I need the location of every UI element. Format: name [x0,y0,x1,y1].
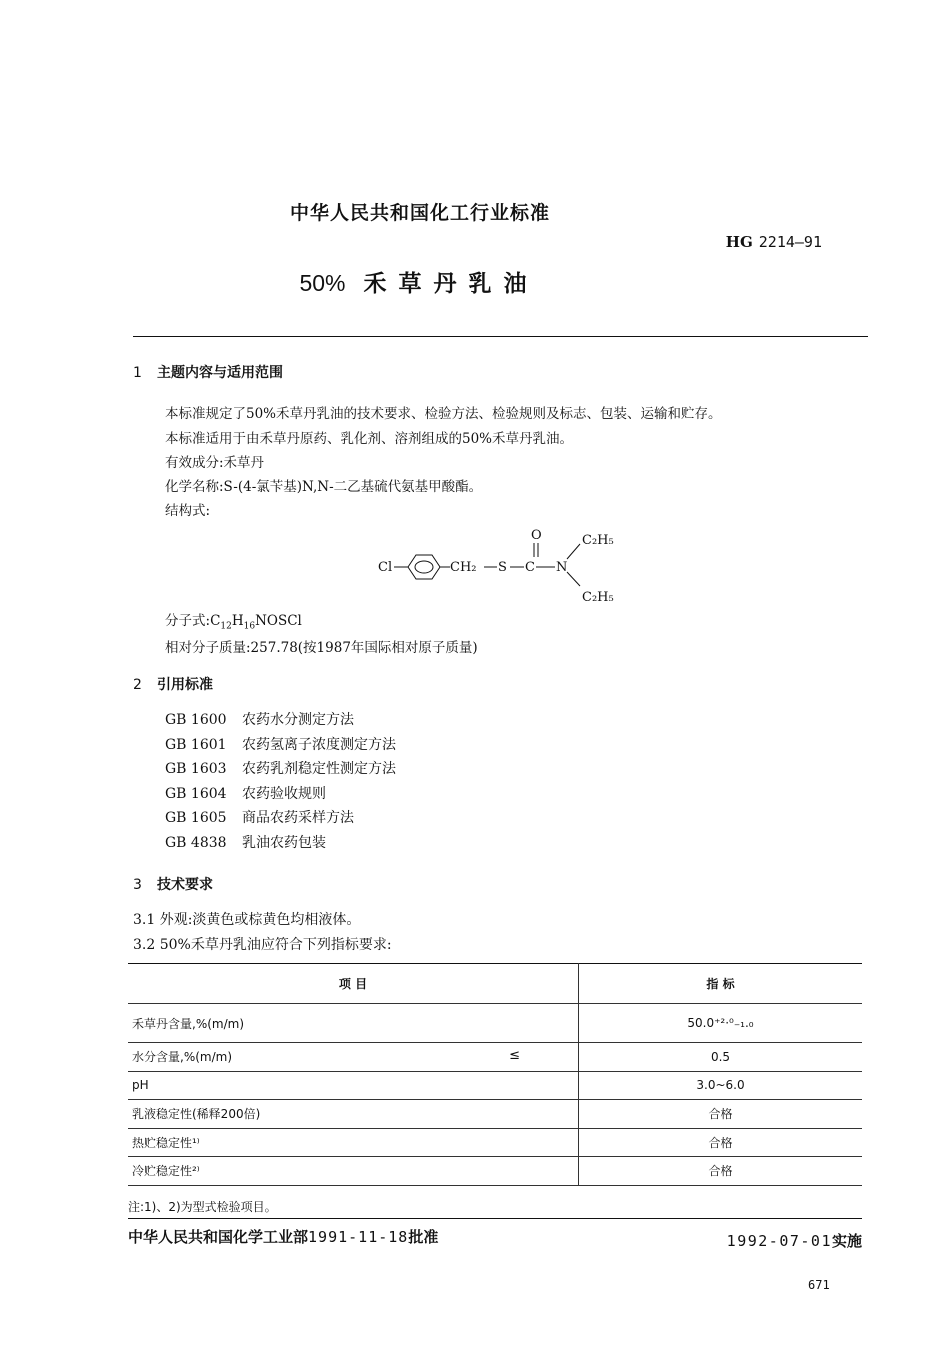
active-ingredient: 有效成分:禾草丹 [165,455,265,471]
column-header-item: 项 目 [128,964,579,1004]
section-2-title: 引用标准 [157,677,213,693]
row-value: 50.0⁺²·⁰₋₁.₀ [687,1016,754,1030]
reference-code: GB 1604 [165,785,227,802]
row-item-name: 冷贮稳定性²⁾ [132,1164,200,1179]
section-1-title: 主题内容与适用范围 [157,365,283,381]
section-1-number: 1 [133,365,142,381]
row-value: 合格 [708,1164,733,1179]
table-header-row [128,964,862,1004]
table-note: 注:1)、2)为型式检验项目。 [128,1200,277,1214]
reference-item [165,831,396,856]
product-name: 禾草丹乳油 [363,271,539,297]
sulfur-atom: S [498,560,507,575]
chlorine-atom: Cl [378,560,393,575]
bond-line [567,572,580,586]
row-item-cell [128,1043,579,1072]
molecular-formula [165,609,302,632]
approval-org: 中华人民共和国化学工业部 [128,1228,309,1246]
bond-line [567,544,580,559]
methylene-group: CH₂ [450,560,477,575]
molecular-formula-label: 分子式: [165,613,211,629]
formula-element: H [231,613,244,629]
section-3-number: 3 [133,877,142,893]
formula-element: NOSCl [255,613,302,629]
structure-label: 结构式: [165,503,211,519]
section-2-heading [133,674,213,694]
reference-item [165,806,396,831]
approval-date: 1991-11-18 [308,1228,409,1246]
table-row [128,1071,862,1100]
reference-name: 商品农药采样方法 [242,810,354,827]
specification-table [128,963,862,1186]
reference-code: GB 1601 [165,736,227,753]
formula-subscript: 16 [243,621,256,632]
structural-formula [370,522,640,608]
benzene-inner-ring [415,561,433,573]
ethyl-group-2: C₂H₅ [582,590,614,605]
reference-standards-list [165,708,396,856]
standard-prefix: HG [725,233,753,251]
row-value: 合格 [708,1135,733,1150]
ethyl-group-1: C₂H₅ [582,533,614,548]
implementation-line [727,1230,862,1251]
section-1-para-1: 本标准规定了50%禾草丹乳油的技术要求、检验方法、检验规则及标志、包装、运输和贮存。 [165,406,722,422]
reference-name: 农药乳剂稳定性测定方法 [242,761,396,778]
header-divider [133,336,868,337]
section-2-number: 2 [133,677,142,693]
row-value: 0.5 [710,1049,731,1064]
reference-code: GB 1600 [165,712,227,728]
product-title [0,265,838,298]
row-item-cell [128,1157,579,1186]
implementation-suffix: 实施 [831,1232,862,1250]
table-row [128,1043,862,1072]
reference-name: 农药水分测定方法 [242,712,354,728]
row-item-cell [128,1128,579,1157]
requirements-clause: 3.2 50%禾草丹乳油应符合下列指标要求: [133,937,392,953]
standard-code [726,233,822,251]
page-number: 671 [808,1278,830,1292]
reference-code: GB 1605 [165,810,227,827]
table-row [128,1128,862,1157]
row-value: 3.0~6.0 [696,1078,745,1093]
formula-element: C [210,613,221,629]
chemical-name: 化学名称:S-(4-氯苄基)N,N-二乙基硫代氨基甲酸酯。 [165,479,483,495]
carbonyl-carbon: C [525,560,535,575]
section-3-title: 技术要求 [157,877,213,893]
section-3-heading [133,874,213,894]
reference-item [165,782,396,807]
table-row [128,1004,862,1043]
row-item-name: 热贮稳定性¹⁾ [132,1135,200,1150]
appearance-clause: 3.1 外观:淡黄色或棕黄色均相液体。 [133,912,361,928]
reference-item [165,757,396,782]
footer-divider [128,1218,862,1219]
approval-suffix: 批准 [408,1228,439,1246]
reference-name: 农药验收规则 [242,785,326,802]
product-percentage: 50% [299,270,346,296]
reference-code: GB 1603 [165,761,227,778]
reference-item [165,708,396,733]
standard-org-title: 中华人民共和国化工行业标准 [289,202,550,224]
row-item-cell [128,1004,579,1043]
row-item-cell [128,1071,579,1100]
row-condition: ≤ [509,1048,520,1064]
table-row [128,1157,862,1186]
relative-molecular-mass: 相对分子质量:257.78(按1987年国际相对原子质量) [165,640,478,656]
column-header-index: 指 标 [706,977,735,991]
reference-name: 农药氢离子浓度测定方法 [242,736,396,753]
benzene-ring [408,555,440,579]
table-row [128,1100,862,1129]
formula-subscript: 12 [220,621,232,632]
row-item-name: 禾草丹含量,%(m/m) [132,1016,245,1031]
implementation-date: 1992-07-01 [726,1232,832,1250]
approval-line [128,1226,438,1247]
row-item-name: pH [132,1078,149,1093]
section-1-para-2: 本标准适用于由禾草丹原药、乳化剂、溶剂组成的50%禾草丹乳油。 [165,431,574,447]
section-1-heading [133,362,283,382]
oxygen-atom: O [531,528,542,543]
row-item-cell [128,1100,579,1129]
reference-code: GB 4838 [165,834,227,851]
reference-name: 乳油农药包装 [242,834,326,851]
nitrogen-atom: N [556,560,568,575]
reference-item [165,733,396,758]
standard-number: 2214—91 [758,233,822,251]
row-value: 合格 [708,1107,733,1122]
row-item-name: 乳液稳定性(稀释200倍) [132,1107,261,1122]
row-item-name: 水分含量,%(m/m) [132,1050,233,1065]
